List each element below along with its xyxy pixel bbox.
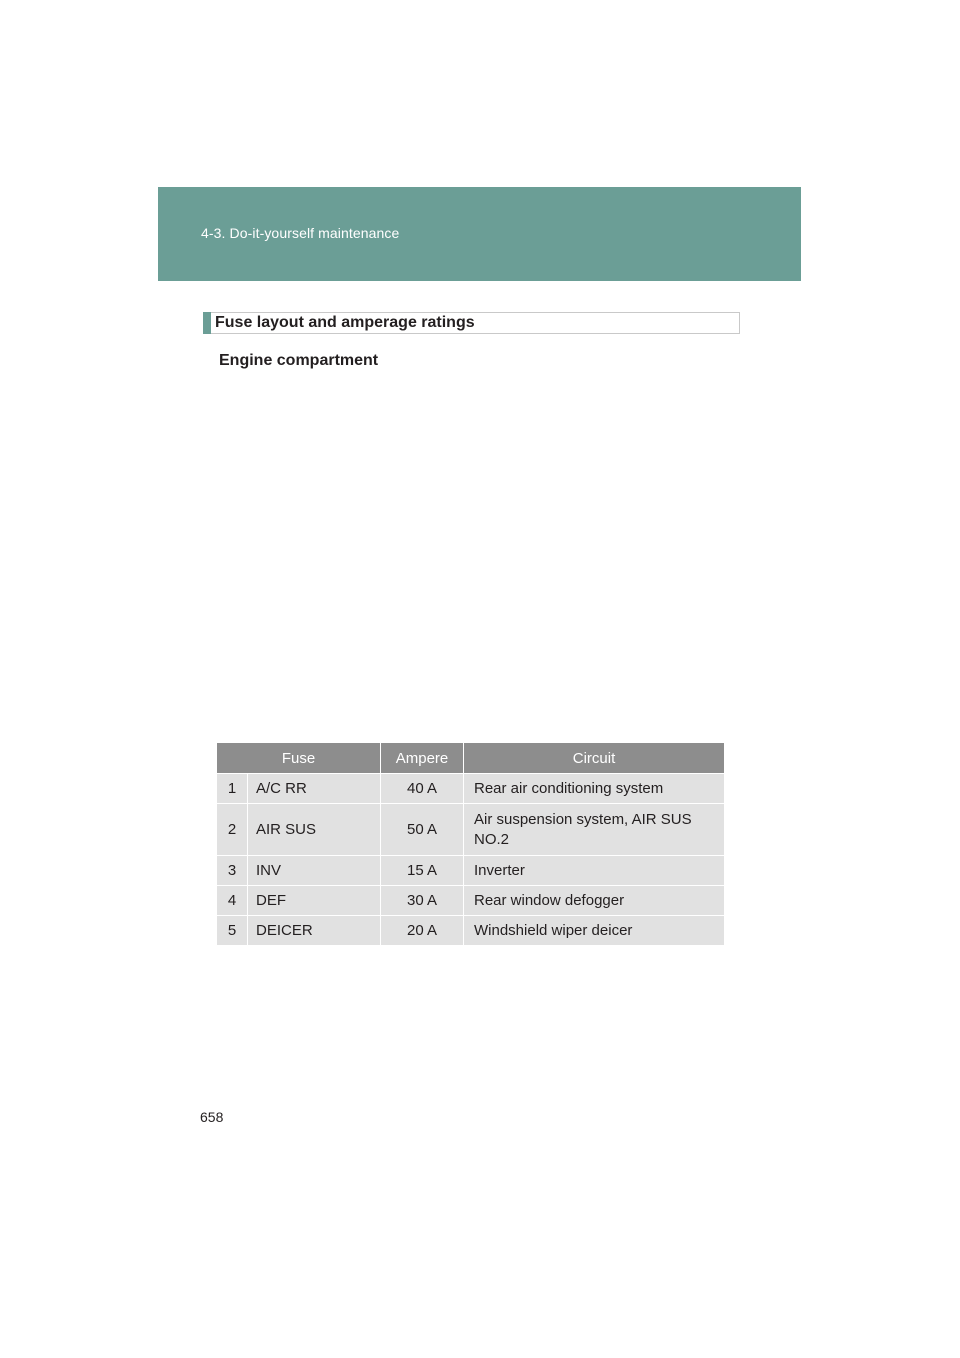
fuse-ampere: 15 A [381,856,464,886]
fuse-circuit: Rear window defogger [464,886,725,916]
table-row [217,804,724,856]
fuse-name: AIR SUS [248,804,381,856]
fuse-box-figure-area [215,385,725,725]
fuse-ampere: 30 A [381,886,464,916]
fuse-circuit: Rear air conditioning system [464,774,725,804]
fuse-name: DEF [248,886,381,916]
table-row [217,856,724,886]
fuse-ampere: 50 A [381,804,464,856]
fuse-name: A/C RR [248,774,381,804]
fuse-ampere: 20 A [381,916,464,946]
fuse-number: 2 [217,804,248,856]
column-header-fuse: Fuse [217,743,381,774]
column-header-ampere: Ampere [381,743,464,774]
fuse-circuit: Inverter [464,856,725,886]
page-number: 658 [200,1109,224,1125]
fuse-circuit: Air suspension system, AIR SUS NO.2 [464,804,725,856]
column-header-circuit: Circuit [464,743,725,774]
section-title: Fuse layout and amperage ratings [215,314,475,331]
fuse-number: 1 [217,774,248,804]
section-title-bar [203,312,740,334]
fuse-circuit: Windshield wiper deicer [464,916,725,946]
table-row [217,774,724,804]
fuse-ampere: 40 A [381,774,464,804]
fuse-number: 4 [217,886,248,916]
fuse-name: INV [248,856,381,886]
table-header-row [217,743,724,774]
section-accent [203,312,211,334]
fuse-number: 3 [217,856,248,886]
fuse-table [217,743,724,945]
subheading-engine-compartment: Engine compartment [219,352,379,369]
table-row [217,916,724,946]
fuse-name: DEICER [248,916,381,946]
section-breadcrumb: 4-3. Do-it-yourself maintenance [201,225,400,241]
fuse-number: 5 [217,916,248,946]
table-row [217,886,724,916]
header-band [158,187,801,281]
